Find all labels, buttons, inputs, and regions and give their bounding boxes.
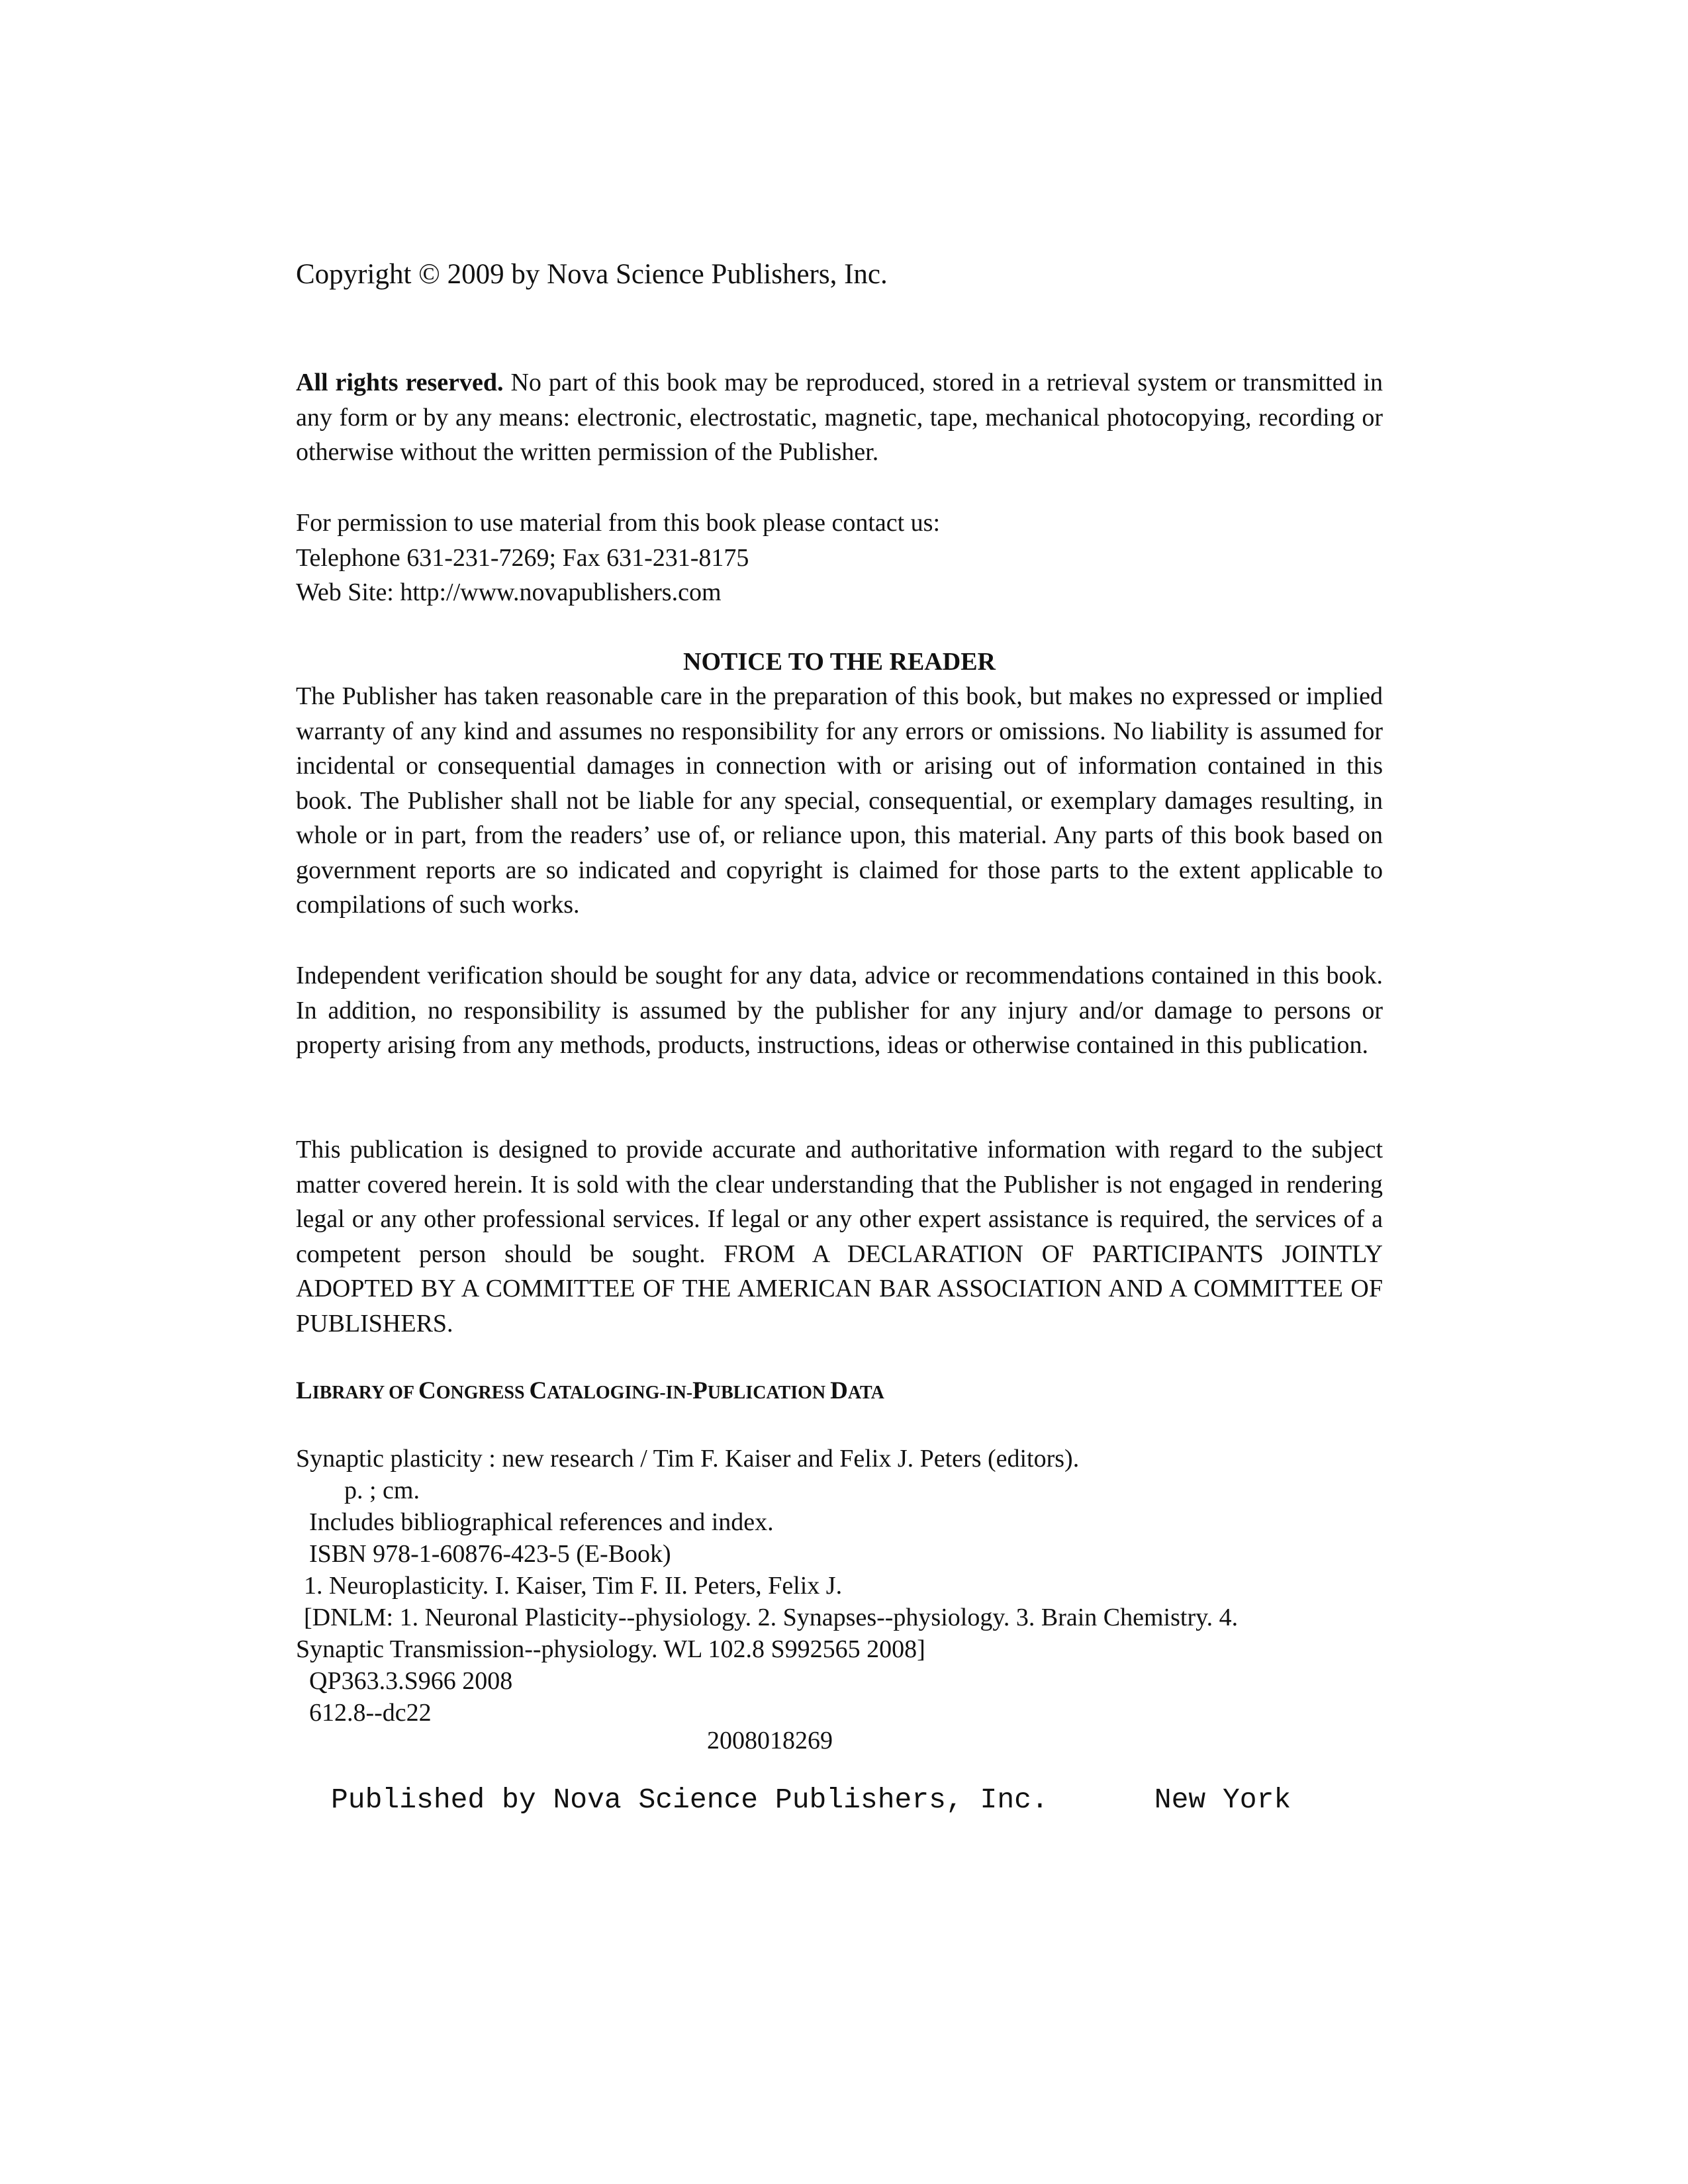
- telephone-line: Telephone 631-231-7269; Fax 631-231-8175: [296, 543, 749, 572]
- heading-cap: P: [692, 1377, 708, 1404]
- cip-subjects: 1. Neuroplasticity. I. Kaiser, Tim F. II. Peters, Felix J.: [304, 1572, 843, 1600]
- cip-includes: Includes bibliographical references and index.: [309, 1508, 774, 1536]
- disclaimer-text: This publication is designed to provide accurate and authoritative information with regard to the subject matter covered herein. It is sold with the clear understanding that the Publisher is not engaged in rendering legal or any other professional services. If legal or any other expert assistance is required, the services of a competent person should be sought. FROM A DECLARATION OF PARTICIPANTS JOINTLY ADOPTED BY A COMMITTEE OF THE AMERICAN BAR ASSOCIATION AND A COMMITTEE OF PUBLISHERS.: [296, 1136, 1383, 1338]
- cip-qp-number: QP363.3.S966 2008: [309, 1667, 513, 1695]
- rights-paragraph: [296, 365, 1383, 470]
- notice-text: The Publisher has taken reasonable care in the preparation of this book, but makes no expressed or implied warranty of any kind and assumes no responsibility for any errors or omissions. No liability is assumed for incidental or consequential damages in connection with or arising out of information contained in this book. The Publisher shall not be liable for any special, consequential, or exemplary damages resulting, in whole or in part, from the readers’ use of, or reliance upon, this material. Any parts of this book based on government reports are so indicated and copyright is claimed for those parts to the extent applicable to compilations of such works.: [296, 682, 1383, 919]
- publisher-name: Published by Nova Science Publishers, Inc.: [331, 1784, 1049, 1816]
- publisher-line: [331, 1782, 1291, 1819]
- cip-dewey-number: 612.8--dc22: [309, 1699, 432, 1727]
- permission-line: For permission to use material from this book please contact us:: [296, 509, 941, 537]
- cip-dnlm-line1: [DNLM: 1. Neuronal Plasticity--physiology. 2. Synapses--physiology. 3. Brain Chemistry. 4.: [304, 1604, 1239, 1631]
- verification-paragraph: [296, 958, 1383, 1063]
- notice-title: NOTICE TO THE READER: [683, 648, 996, 676]
- heading-cap: L: [296, 1377, 312, 1404]
- heading-cap: C: [418, 1377, 436, 1404]
- verification-text: Independent verification should be sought for any data, advice or recommendations contained in this book. In addition, no responsibility is assumed by the publisher for any injury and/or damage to persons or property arising from any methods, products, instructions, ideas or otherwise contained in this publication.: [296, 962, 1383, 1059]
- publisher-place: New York: [1154, 1784, 1291, 1816]
- cataloging-data: [296, 1443, 1421, 1729]
- cip-isbn: ISBN 978-1-60876-423-5 (E-Book): [309, 1540, 671, 1568]
- library-of-congress-heading: [296, 1375, 884, 1409]
- cip-dnlm-line2: Synaptic Transmission--physiology. WL 102.8 S992565 2008]: [296, 1635, 925, 1663]
- cip-title: Synaptic plasticity : new research / Tim F. Kaiser and Felix J. Peters (editors).: [296, 1445, 1080, 1473]
- lccn-number: 2008018269: [707, 1727, 833, 1754]
- heading-cap: C: [529, 1377, 547, 1404]
- disclaimer-paragraph: [296, 1132, 1383, 1341]
- notice-paragraph: [296, 679, 1383, 923]
- rights-lead: All rights reserved.: [296, 369, 504, 396]
- rights-text: No part of this book may be reproduced, stored in a retrieval system or transmitted in any form or by any means: electronic, electrostatic, magnetic, tape, mechanical photocopying, recording or otherwise without the written permission of the Publisher.: [296, 369, 1383, 466]
- heading-smallcaps: ATA: [847, 1383, 884, 1403]
- copyright-line: Copyright © 2009 by Nova Science Publishers, Inc.: [296, 259, 888, 290]
- permission-contact: [296, 506, 1383, 610]
- cip-pages: p. ; cm.: [344, 1477, 420, 1504]
- heading-smallcaps: IBRARY OF: [312, 1383, 418, 1403]
- heading-smallcaps: ATALOGING-IN-: [547, 1383, 693, 1403]
- heading-cap: D: [830, 1377, 848, 1404]
- heading-smallcaps: UBLICATION: [707, 1383, 831, 1403]
- website-line: Web Site: http://www.novapublishers.com: [296, 578, 722, 606]
- heading-smallcaps: ONGRESS: [436, 1383, 530, 1403]
